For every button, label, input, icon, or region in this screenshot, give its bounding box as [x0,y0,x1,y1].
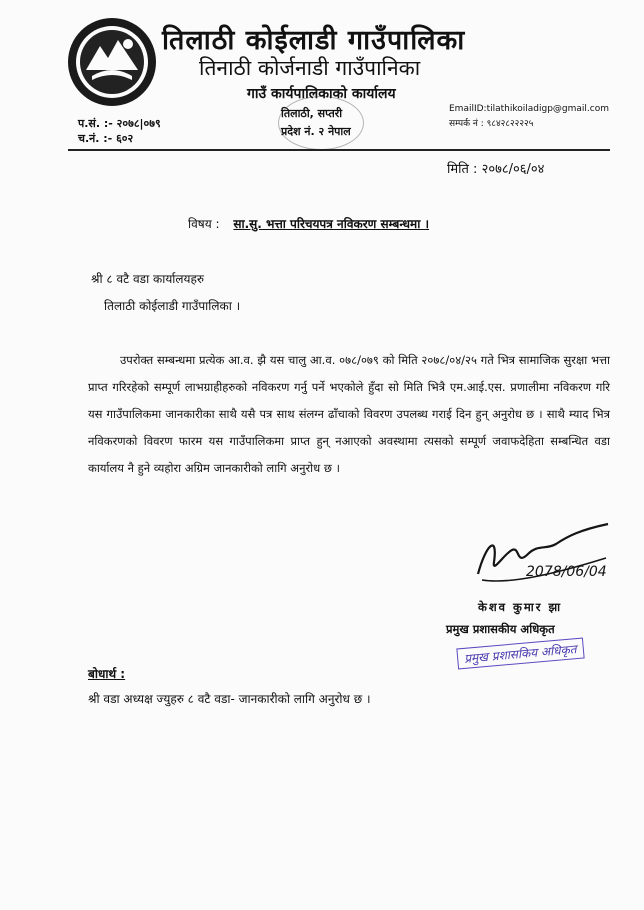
municipality-subtitle: तिनाठी कोर्जनाडी गाउँपानिका [199,56,421,80]
signatory-title: प्रमुख प्रशासकीय अधिकृत [446,622,555,636]
phone-number: सम्पर्क नं : ९८४२८२२२२५ [449,119,534,129]
signatory-name: केशव कुमार झा [478,600,563,614]
addressee-line-2: तिलाठी कोईलाडी गाउँपालिका । [104,299,241,313]
subject-text: सा.सु. भत्ता परिचयपत्र नविकरण सम्बन्धमा । [233,217,430,231]
subject-line [188,215,429,232]
designation-stamp: प्रमुख प्रशासकिय अधिकृत [456,638,584,670]
email-address: EmailID:tilathikoiladigp@gmail.com [449,104,609,114]
reference-number: प.सं. :- २०७८|०७९ [78,117,161,130]
header-divider [68,149,610,151]
letter-date: मिति : २०७८/०६/०४ [447,162,545,177]
cc-text: श्री वडा अध्यक्ष ज्युहरु ८ वटै वडा- जानकारीको लागि अनुरोध छ । [88,692,371,706]
municipality-title: तिलाठी कोईलाडी गाउँपालिका [162,25,466,56]
cc-heading: बोधार्थ : [88,667,126,681]
municipality-logo [66,16,158,108]
letter-body: उपरोक्त सम्बन्धमा प्रत्येक आ.व. झै यस चालु आ.व. ०७८/०७९ को मिति २०७८/०४/२५ गते भित्र सामाजिक सुरक्षा भत्ता प्राप्त गरिरहेको सम्पूर्ण लाभग्राहीहरुको नविकरण गर्नु पर्ने भएकोले हुँदा सो मिति भित्रै एम.आई.एस. प्रणालीमा नविकरण गरि यस गाउँपालिकमा जानकारीका साथै यसै पत्र साथ संलग्न ढाँचाको विवरण उपलब्ध गराई दिन हुन् अनुरोध छ । साथै म्याद भित्र नविकरणको विवरण फारम यस गाउँपालिकमा प्राप्त हुन् नआएको अवस्थामा त्यसको सम्पूर्ण जवाफदेहिता सम्बन्धित वडा कार्यालय नै हुने व्यहोरा अग्रिम जानकारीको लागि अनुरोध छ । [88,353,610,475]
office-address: तिलाठी, सप्तरी [281,107,343,120]
dispatch-number: च.नं. :- ६०२ [78,132,134,145]
office-name: गाउँ कार्यपालिकाको कार्यालय [247,86,396,102]
province: प्रदेश नं. २ नेपाल [281,125,351,138]
signature-date: 2078/06/04 [526,564,607,580]
handwritten-signature [468,514,614,594]
round-seal [278,96,364,150]
subject-label: विषय : [188,217,220,231]
addressee-line-1: श्री ८ वटै वडा कार्यालयहरु [91,272,205,286]
